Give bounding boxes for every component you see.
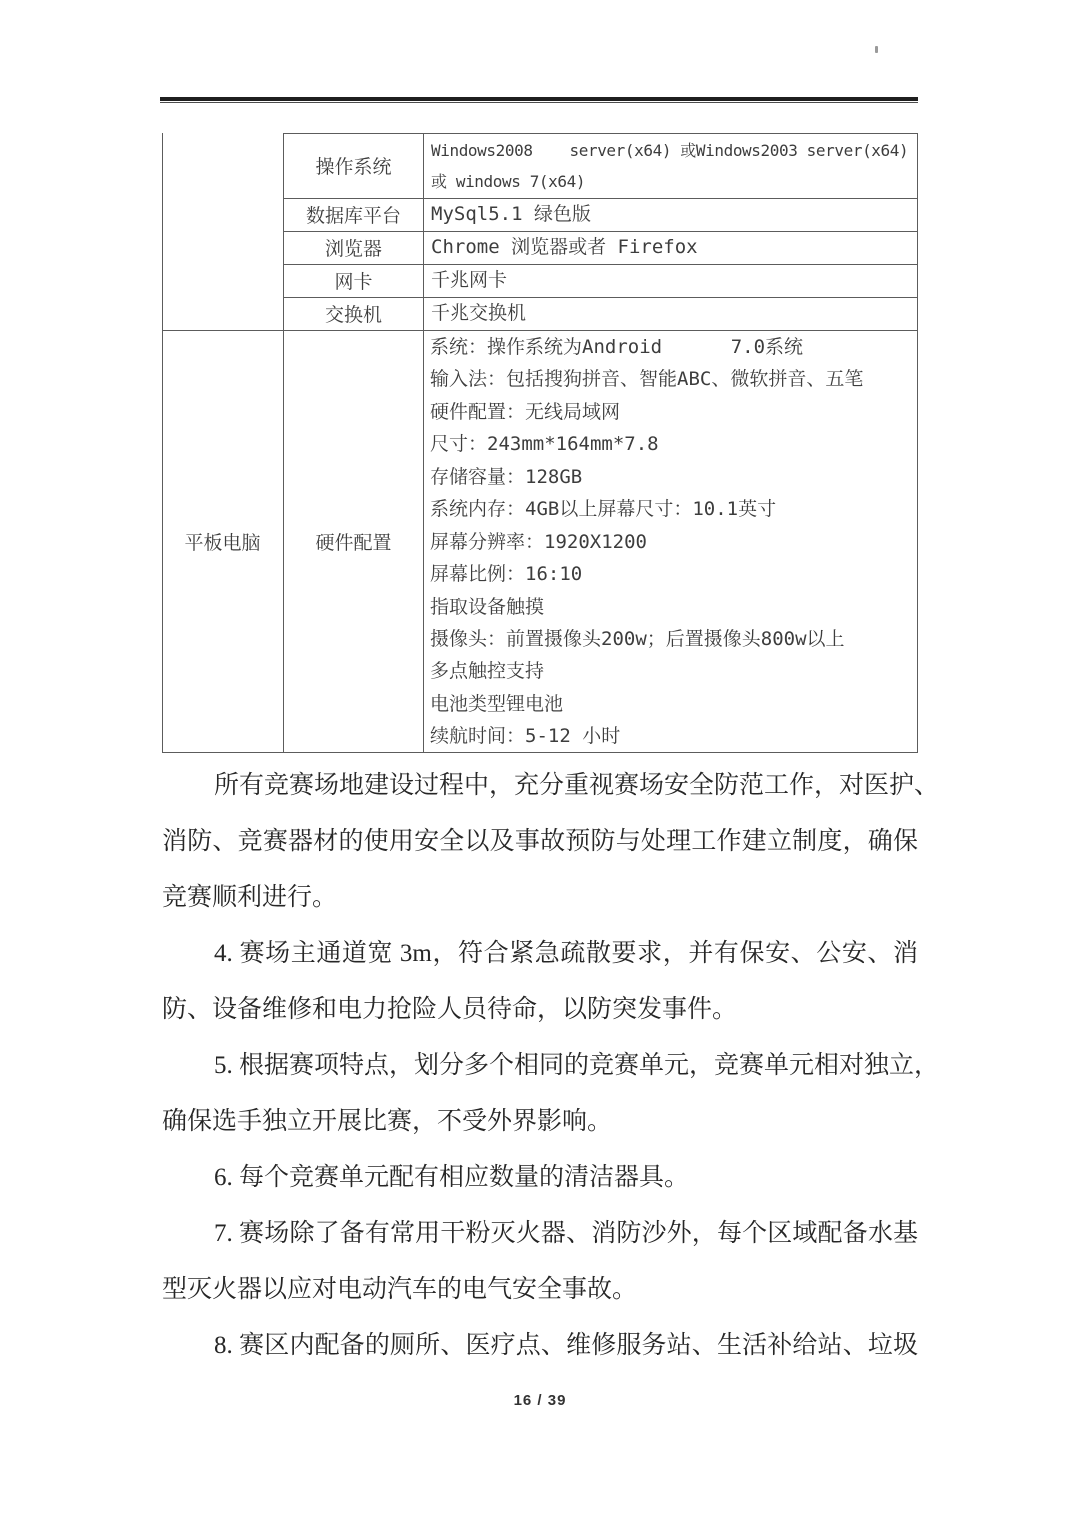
cell-value-nic xyxy=(424,265,918,296)
cell-value-os xyxy=(424,134,918,197)
tablet-spec-line: 输入法：包括搜狗拼音、智能ABC、微软拼音、五笔 xyxy=(430,368,864,391)
page-number: 16 / 39 xyxy=(513,1392,567,1409)
text-line: 8. 赛区内配备的厕所、医疗点、维修服务站、生活补给站、垃圾 xyxy=(214,1332,918,1359)
tablet-spec-line: 多点触控支持 xyxy=(430,660,545,683)
tablet-spec-line: 存储容量：128GB xyxy=(430,465,583,488)
tablet-spec-line: 续航时间：5-12 小时 xyxy=(430,725,621,748)
body-text xyxy=(162,758,940,1374)
scan-speck-mark xyxy=(875,46,878,53)
cell-tablet-specs xyxy=(424,331,918,753)
cell-device-tablet: 平板电脑 xyxy=(184,532,261,554)
cell-category-hardware: 硬件配置 xyxy=(315,532,392,554)
tablet-spec-line: 屏幕分辨率：1920X1200 xyxy=(430,530,647,553)
text-line: 消防、竞赛器材的使用安全以及事故预防与处理工作建立制度，确保 xyxy=(162,828,918,855)
tablet-spec-line: 指取设备触摸 xyxy=(430,595,545,618)
text-line: 7. 赛场除了备有常用干粉灭火器、消防沙外，每个区域配备水基 xyxy=(214,1220,918,1247)
tablet-spec-line: 系统：操作系统为Android 7.0系统 xyxy=(430,336,804,358)
cell-label-browser: 浏览器 xyxy=(324,238,382,260)
tablet-spec-line: 硬件配置：无线局域网 xyxy=(430,400,621,423)
spec-value-line: 千兆网卡 xyxy=(431,269,508,291)
text-line: 确保选手独立开展比赛，不受外界影响。 xyxy=(162,1108,613,1135)
text-line: 5. 根据赛项特点，划分多个相同的竞赛单元，竞赛单元相对独立， xyxy=(214,1052,940,1079)
cell-value-browser xyxy=(424,232,918,263)
cell-label-switch: 交换机 xyxy=(324,304,382,326)
spec-value-line: Chrome 浏览器或者 Firefox xyxy=(431,236,698,258)
spec-table xyxy=(162,133,918,753)
text-line: 竞赛顺利进行。 xyxy=(162,884,338,911)
cell-label-os: 操作系统 xyxy=(315,156,392,178)
spec-value-line: 千兆交换机 xyxy=(431,302,527,324)
header-rule xyxy=(160,97,918,103)
text-line: 型灭火器以应对电动汽车的电气安全事故。 xyxy=(162,1276,638,1303)
text-line: 防、设备维修和电力抢险人员待命，以防突发事件。 xyxy=(162,996,738,1023)
text-line: 6. 每个竞赛单元配有相应数量的清洁器具。 xyxy=(214,1164,690,1191)
tablet-spec-line: 摄像头：前置摄像头200w；后置摄像头800w以上 xyxy=(430,627,845,650)
spec-value-line: 或 windows 7(x64) xyxy=(431,171,586,191)
text-line: 所有竞赛场地建设过程中，充分重视赛场安全防范工作，对医护、 xyxy=(214,772,940,799)
tablet-spec-line: 尺寸：243mm*164mm*7.8 xyxy=(430,433,659,456)
spec-value-line: Windows2008 server(x64) 或Windows2003 server(x64) xyxy=(431,140,909,160)
tablet-spec-line: 电池类型锂电池 xyxy=(430,692,564,715)
tablet-spec-line: 屏幕比例：16:10 xyxy=(430,563,583,586)
cell-label-database: 数据库平台 xyxy=(305,205,401,227)
spec-value-line: MySql5.1 绿色版 xyxy=(431,203,591,225)
cell-label-nic: 网卡 xyxy=(334,271,373,293)
cell-value-database xyxy=(424,199,918,230)
tablet-spec-line: 系统内存：4GB以上屏幕尺寸：10.1英寸 xyxy=(430,498,777,521)
cell-value-switch xyxy=(424,298,918,329)
text-line: 4. 赛场主通道宽 3m，符合紧急疏散要求，并有保安、公安、消 xyxy=(214,940,918,967)
